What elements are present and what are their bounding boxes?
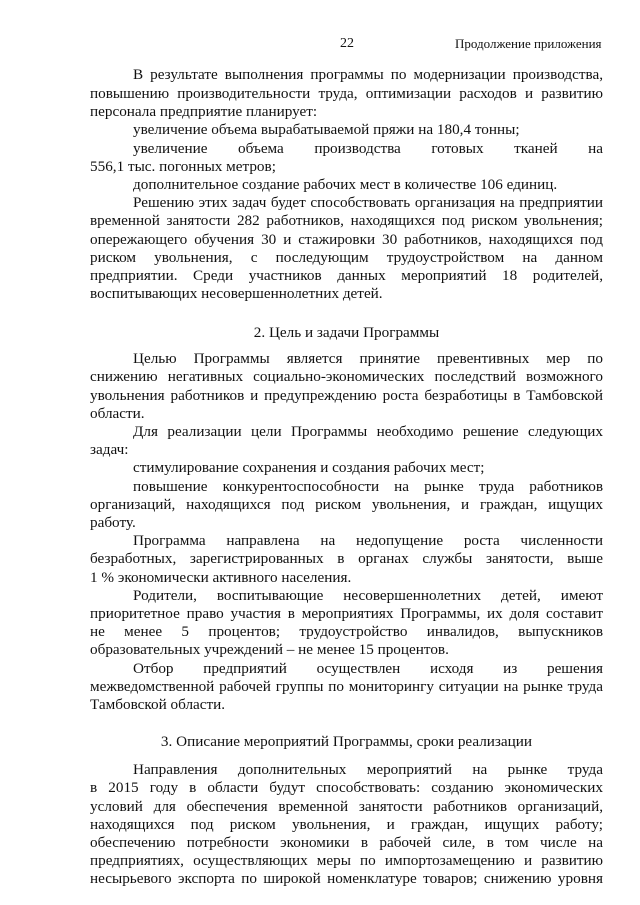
text-line: снижению негативных социально-экономических последствий возможного <box>90 368 603 386</box>
text-line: временной занятости 282 работников, находящихся под риском увольнения; <box>90 212 603 230</box>
text-line: 556,1 тыс. погонных метров; <box>90 157 276 175</box>
text-line: Целью Программы является принятие превентивных мер по <box>133 350 603 368</box>
section-heading: 3. Описание мероприятий Программы, сроки реализации <box>160 732 533 750</box>
text-line: Решению этих задач будет способствовать организация на предприятии <box>133 194 603 212</box>
text-line: условий для обеспечения временной занятости работников организаций, <box>90 797 603 815</box>
page-number: 22 <box>340 36 354 51</box>
text-line: увольнения работников и предупреждению роста безработицы в Тамбовской <box>90 386 603 404</box>
text-line: воспитывающих несовершеннолетних детей. <box>90 285 383 303</box>
text-line: дополнительное создание рабочих мест в количестве 106 единиц. <box>133 175 558 193</box>
text-line: приоритетное право участия в мероприятиях Программы, их доля составит <box>90 605 603 623</box>
text-line: обеспечению потребности экономики в рабочей силе, в том числе на <box>90 834 603 852</box>
text-line: Родители, воспитывающие несовершеннолетних детей, имеют <box>133 586 603 604</box>
text-line: персонала предприятие планирует: <box>90 103 318 121</box>
text-line: находящихся под риском увольнения, и граждан, ищущих работу; <box>90 815 603 833</box>
text-line: задач: <box>90 441 129 459</box>
text-line: в 2015 году в области будут способствовать: созданию экономических <box>90 779 603 797</box>
text-line: увеличение объема вырабатываемой пряжи на 180,4 тонны; <box>133 121 520 139</box>
section-heading: 2. Цель и задачи Программы <box>253 324 440 342</box>
text-line: увеличение объема производства готовых тканей на <box>133 139 603 157</box>
text-line: межведомственной рабочей группы по мониторингу ситуации на рынке труда <box>90 677 603 695</box>
text-line: предприятиях, осуществляющих меры по импортозамещению и развитию <box>90 852 603 870</box>
text-line: несырьевого экспорта по широкой номенклатуре товаров; снижению уровня <box>90 870 603 888</box>
text-line: образовательных учреждений – не менее 15 процентов. <box>90 641 449 659</box>
text-line: В результате выполнения программы по модернизации производства, <box>133 65 603 83</box>
text-line: предприятии. Среди участников данных мероприятий 18 родителей, <box>90 266 603 284</box>
text-line: повышение конкурентоспособности на рынке труда работников <box>133 477 603 495</box>
text-line: Для реализации цели Программы необходимо решение следующих <box>133 423 603 441</box>
text-line: Тамбовской области. <box>90 696 226 714</box>
text-line: повышению производительности труда, оптимизации расходов и развитию <box>90 84 603 102</box>
text-line: стимулирование сохранения и создания рабочих мест; <box>133 459 485 477</box>
text-line: не менее 5 процентов; трудоустройство инвалидов, выпускников <box>90 623 603 641</box>
text-line: организаций, находящихся под риском увольнения, и граждан, ищущих <box>90 495 603 513</box>
page-header-title: Продолжение приложения <box>455 36 602 51</box>
text-line: 1 % экономически активного населения. <box>90 568 352 586</box>
text-line: Программа направлена на недопущение роста численности <box>133 532 603 550</box>
text-line: Направления дополнительных мероприятий на рынке труда <box>133 761 603 779</box>
text-line: безработных, зарегистрированных в органах службы занятости, выше <box>90 550 603 568</box>
text-line: области. <box>90 404 145 422</box>
text-line: опережающего обучения 30 и стажировки 30 работников, находящихся под <box>90 230 603 248</box>
text-line: риском увольнения, с последующим трудоустройством на данном <box>90 248 603 266</box>
text-line: Отбор предприятий осуществлен исходя из решения <box>133 659 603 677</box>
text-line: работу. <box>90 514 136 532</box>
